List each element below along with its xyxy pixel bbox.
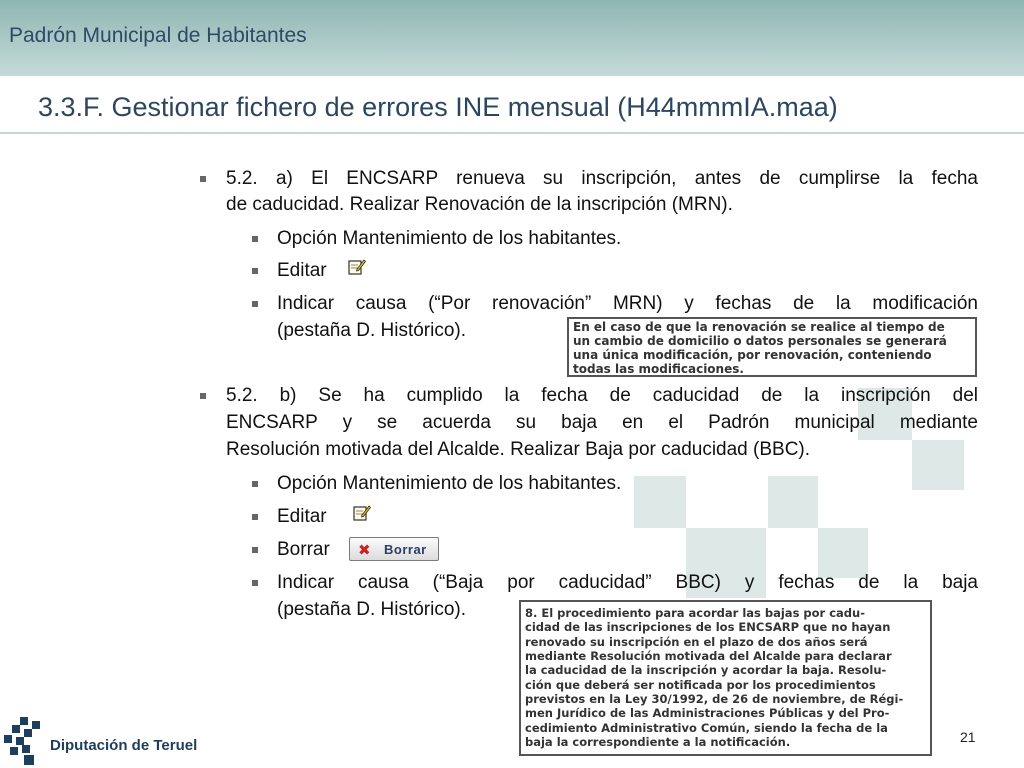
borrar-button[interactable] [349, 537, 439, 561]
note-line: baja la correspondiente a la notificación. [525, 735, 791, 749]
edit-pencil-icon[interactable] [353, 504, 371, 522]
section-b-line1: 5.2. b) Se ha cumplido la fecha de caducidad de la inscripción del [226, 385, 978, 406]
section-a-item-option: Opción Mantenimiento de los habitantes. [277, 228, 622, 249]
bullet-icon [252, 580, 258, 586]
section-b-item-option: Opción Mantenimiento de los habitantes. [277, 473, 622, 494]
section-a-item-cause-line2: (pestaña D. Histórico). [277, 320, 467, 341]
bullet-icon [200, 176, 206, 182]
section-b-item-edit: Editar [277, 506, 327, 527]
diputacion-logo-icon [2, 717, 48, 765]
note-line: En el caso de que la renovación se realice al tiempo de [573, 320, 945, 334]
note-line: previstos en la Ley 30/1992, de 26 de noviembre, de Régi- [525, 692, 904, 706]
note-line: la caducidad de la inscripción y acordar la baja. Resolu- [525, 663, 887, 677]
header-title: Padrón Municipal de Habitantes [9, 24, 307, 47]
note-line: cidad de las inscripciones de los ENCSARP que no hayan [525, 620, 891, 634]
section-b-line3: Resolución motivada del Alcalde. Realizar Baja por caducidad (BBC). [226, 439, 811, 460]
bullet-icon [252, 547, 258, 553]
note-line: ción que deberá ser notificada por los procedimientos [525, 678, 876, 692]
section-b-line2: ENCSARP y se acuerda su baja en el Padrón municipal mediante [226, 412, 978, 433]
section-a-line1: 5.2. a) El ENCSARP renueva su inscripción, antes de cumplirse la fecha [226, 168, 978, 189]
bullet-icon [252, 301, 258, 307]
header-band [0, 0, 1024, 76]
decor-square [768, 476, 818, 528]
note-line: una única modificación, por renovación, conteniendo [573, 348, 932, 362]
edit-pencil-icon[interactable] [348, 258, 366, 276]
section-b-item-cause-line2: (pestaña D. Histórico). [277, 599, 467, 620]
footer-org-name: Diputación de Teruel [50, 737, 198, 754]
note-line: un cambio de domicilio o datos personales se generará [573, 334, 947, 348]
borrar-button-label: Borrar [384, 542, 427, 557]
decor-square [634, 476, 686, 528]
title-divider [0, 132, 1024, 134]
note-box-renovacion [567, 317, 977, 377]
bullet-icon [200, 393, 206, 399]
slide-title: 3.3.F. Gestionar fichero de errores INE mensual (H44mmmIA.maa) [38, 92, 838, 122]
note-line: 8. El procedimiento para acordar las bajas por cadu- [525, 606, 865, 620]
section-a-item-cause-line1: Indicar causa (“Por renovación” MRN) y fechas de la modificación [277, 293, 978, 314]
bullet-icon [252, 268, 258, 274]
note-line: mediante Resolución motivada del Alcalde para declarar [525, 649, 892, 663]
page-number: 21 [960, 729, 976, 745]
section-a-line2: de caducidad. Realizar Renovación de la inscripción (MRN). [226, 194, 733, 215]
section-b-item-delete: Borrar [277, 539, 330, 560]
note-line: renovado su inscripción en el plazo de dos años será [525, 635, 868, 649]
section-a-item-edit: Editar [277, 260, 327, 281]
red-x-icon: ✖ [358, 542, 371, 559]
note-line: men Jurídico de las Administraciones Públicas y del Pro- [525, 706, 890, 720]
bullet-icon [252, 236, 258, 242]
decor-square [912, 440, 964, 490]
section-b-item-cause-line1: Indicar causa (“Baja por caducidad” BBC) y fechas de la baja [277, 572, 978, 593]
note-line: todas las modificaciones. [573, 362, 744, 376]
bullet-icon [252, 481, 258, 487]
note-line: cedimiento Administrativo Común, siendo la fecha de la [525, 721, 888, 735]
bullet-icon [252, 514, 258, 520]
note-box-caducidad [519, 600, 932, 756]
